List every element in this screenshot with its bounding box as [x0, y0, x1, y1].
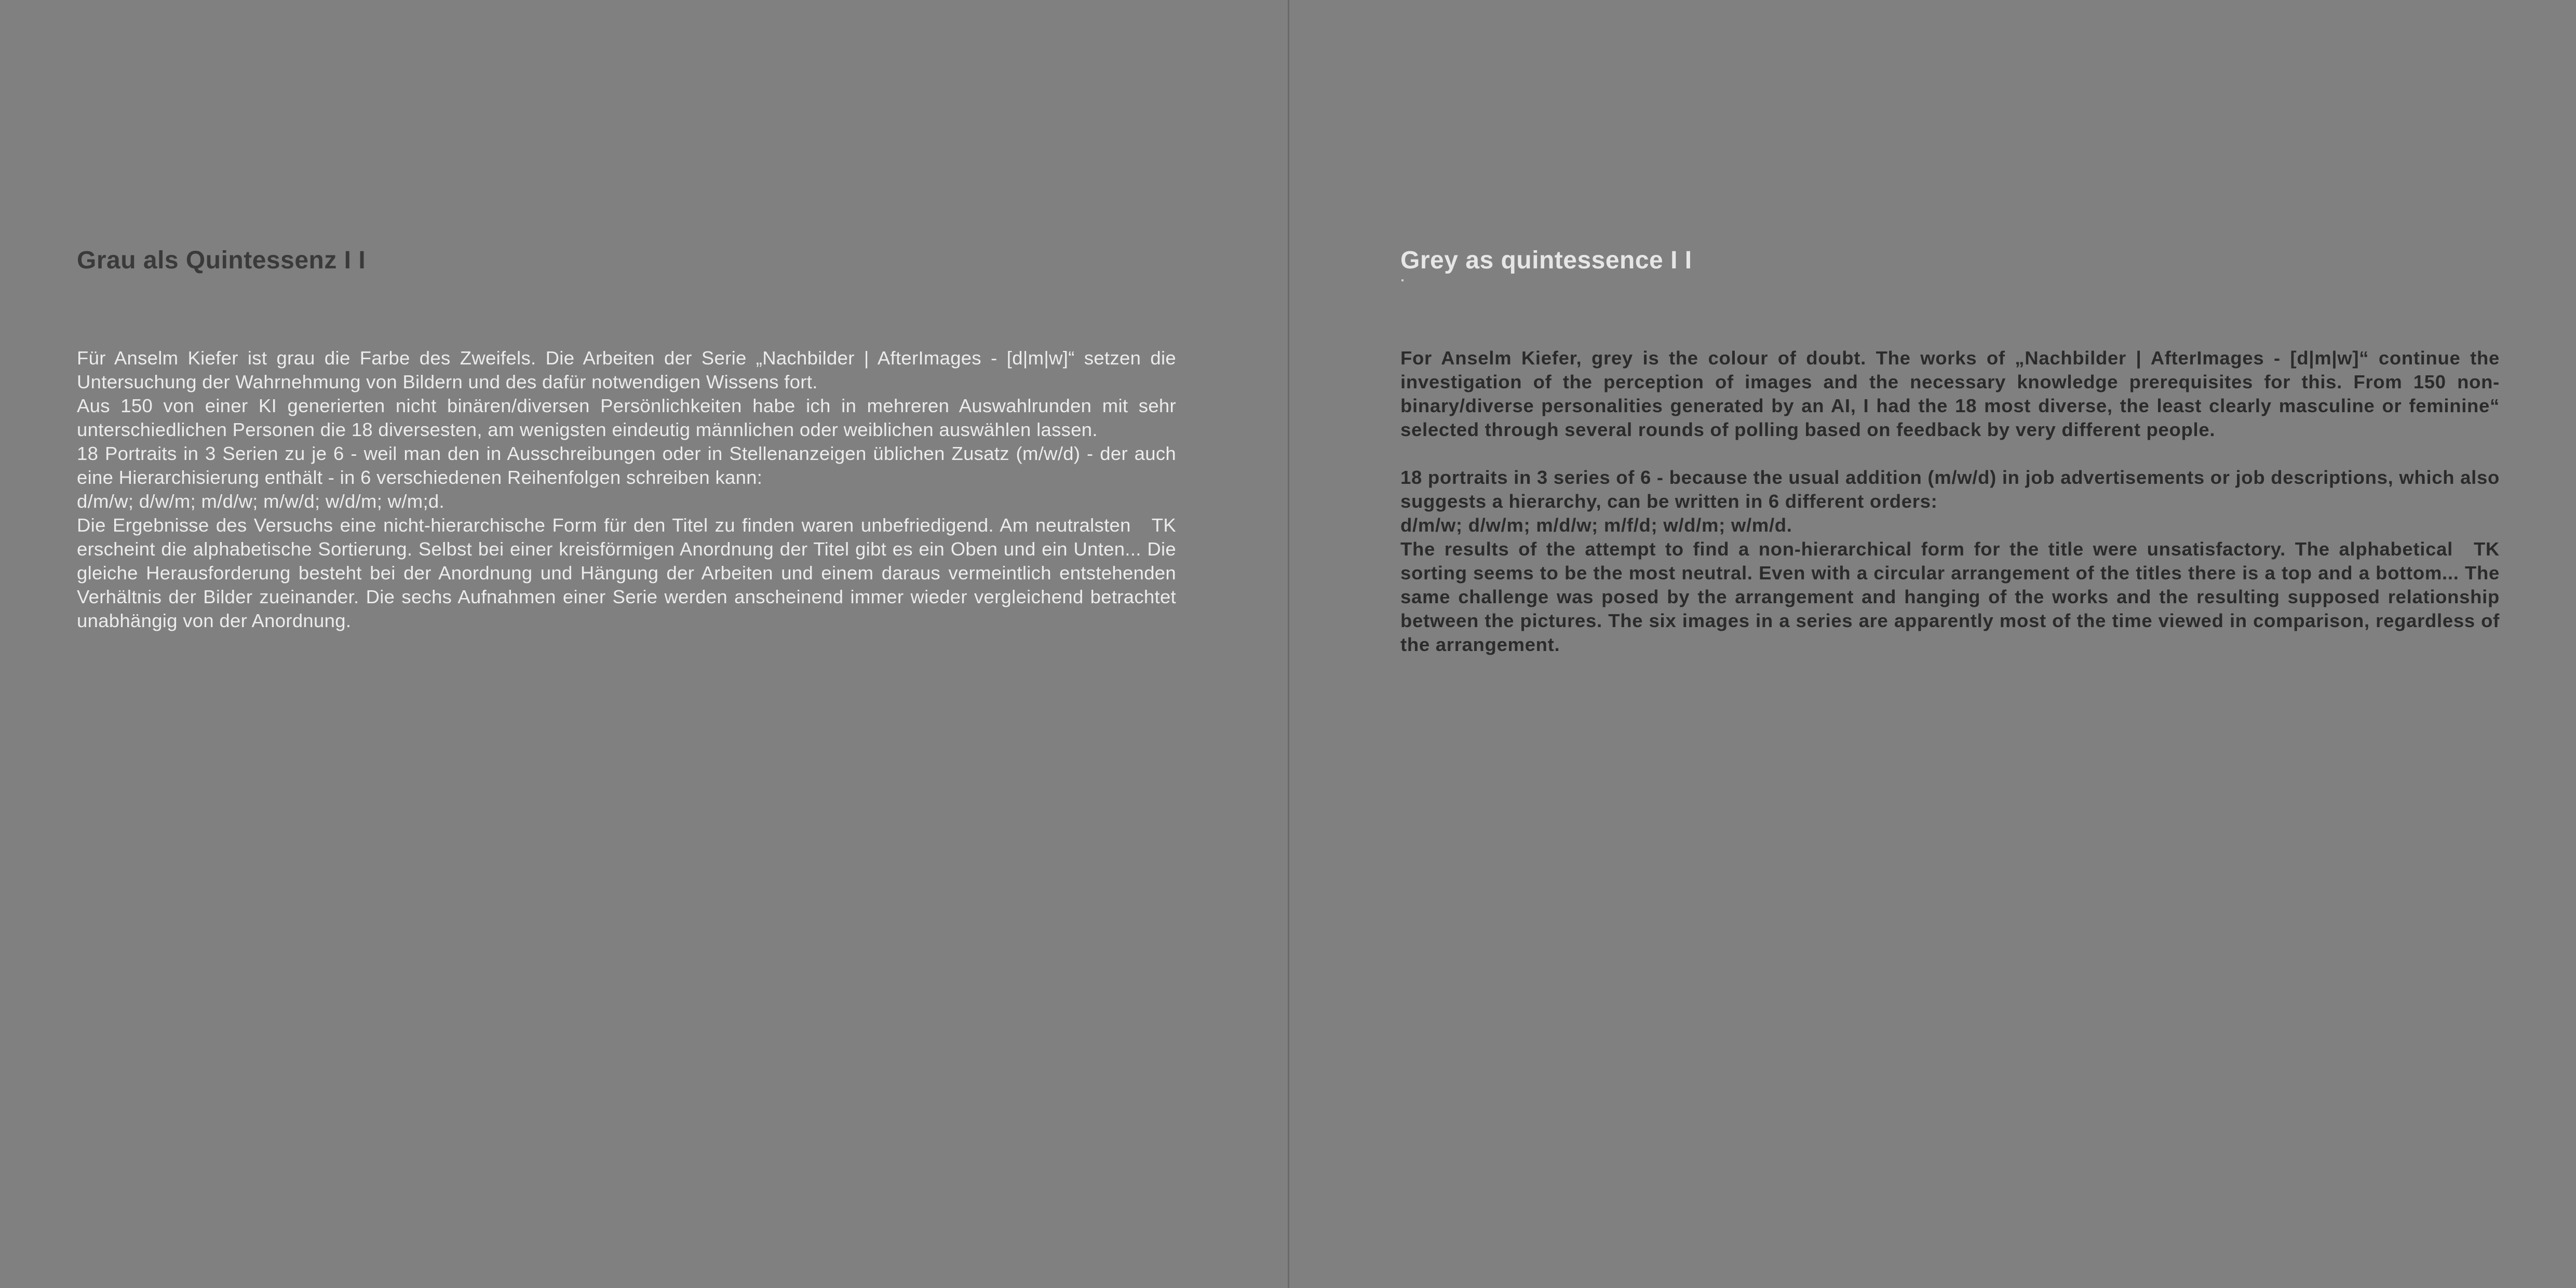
left-signature: TK [1151, 514, 1176, 536]
right-page-body [1400, 346, 2500, 657]
page-gutter-divider [1288, 0, 1289, 1288]
right-page [1400, 0, 2500, 1288]
left-paragraph-3: 18 Portraits in 3 Serien zu je 6 - weil man den in Ausschreibungen oder in Stellenanzeigen üblichen Zusatz (m/w/d) - der auch eine Hierarchisierung enthält - in 6 verschiedenen Reihenfolgen schreiben kann: [77, 443, 1176, 488]
left-page [77, 0, 1176, 1288]
right-paragraph-4 [1400, 537, 2500, 657]
right-paragraph-4-text: The results of the attempt to find a non-hierarchical form for the title were unsatisfactory. The alphabetical sorting seems to be the most neutral. Even with a circular arrangement of the titles there is a top and a bottom... The same challenge was posed by the arrangement and hanging of the works and the resulting supposed relationship between the pictures. The six images in a series are apparently most of the time viewed in comparison, regardless of the arrangement. [1400, 538, 2500, 655]
left-page-body [77, 346, 1176, 633]
title-tick-mark [1401, 279, 1404, 281]
right-paragraph-3: d/m/w; d/w/m; m/d/w; m/f/d; w/d/m; w/m/d. [1400, 514, 1792, 536]
right-signature: TK [2473, 538, 2500, 560]
right-page-title: Grey as quintessence I I [1400, 247, 1692, 274]
left-paragraph-5 [77, 513, 1176, 633]
left-paragraph-1: Für Anselm Kiefer ist grau die Farbe des Zweifels. Die Arbeiten der Serie „Nachbilder | AfterImages - [d|m|w]“ setzen die Untersuchung der Wahrnehmung von Bildern und des dafür notwendigen Wissens fort. [77, 347, 1176, 392]
left-paragraph-2: Aus 150 von einer KI generierten nicht binären/diversen Persönlichkeiten habe ich in mehreren Auswahlrunden mit sehr unterschiedlichen Personen die 18 diversesten, am wenigsten eindeutig männlichen oder weiblichen auswählen lassen. [77, 395, 1176, 440]
left-page-title: Grau als Quintessenz I I [77, 247, 366, 274]
paragraph-spacer [1400, 442, 2500, 466]
right-paragraph-1: For Anselm Kiefer, grey is the colour of doubt. The works of „Nachbilder | AfterImages - [d|m|w]“ continue the investigation of the perception of images and the necessary knowledge prerequisites for this. From 150 non-binary/diverse personalities generated by an AI, I had the 18 most diverse, the least clearly masculine or feminine“ selected through several rounds of polling based on feedback by very different people. [1400, 347, 2500, 440]
left-paragraph-5-text: Die Ergebnisse des Versuchs eine nicht-hierarchische Form für den Titel zu finden waren unbefriedigend. Am neutralsten erscheint die alphabetische Sortierung. Selbst bei einer kreisförmigen Anordnung der Titel gibt es ein Oben und ein Unten... Die gleiche Herausforderung besteht bei der Anordnung und Hängung der Arbeiten und einem daraus vermeintlich entstehenden Verhältnis der Bilder zueinander. Die sechs Aufnahmen einer Serie werden anscheinend immer wieder vergleichend betrachtet unabhängig von der Anordnung. [77, 514, 1176, 631]
right-paragraph-2: 18 portraits in 3 series of 6 - because the usual addition (m/w/d) in job advertisements or job descriptions, which also suggests a hierarchy, can be written in 6 different orders: [1400, 467, 2500, 512]
left-paragraph-4: d/m/w; d/w/m; m/d/w; m/w/d; w/d/m; w/m;d. [77, 491, 444, 512]
